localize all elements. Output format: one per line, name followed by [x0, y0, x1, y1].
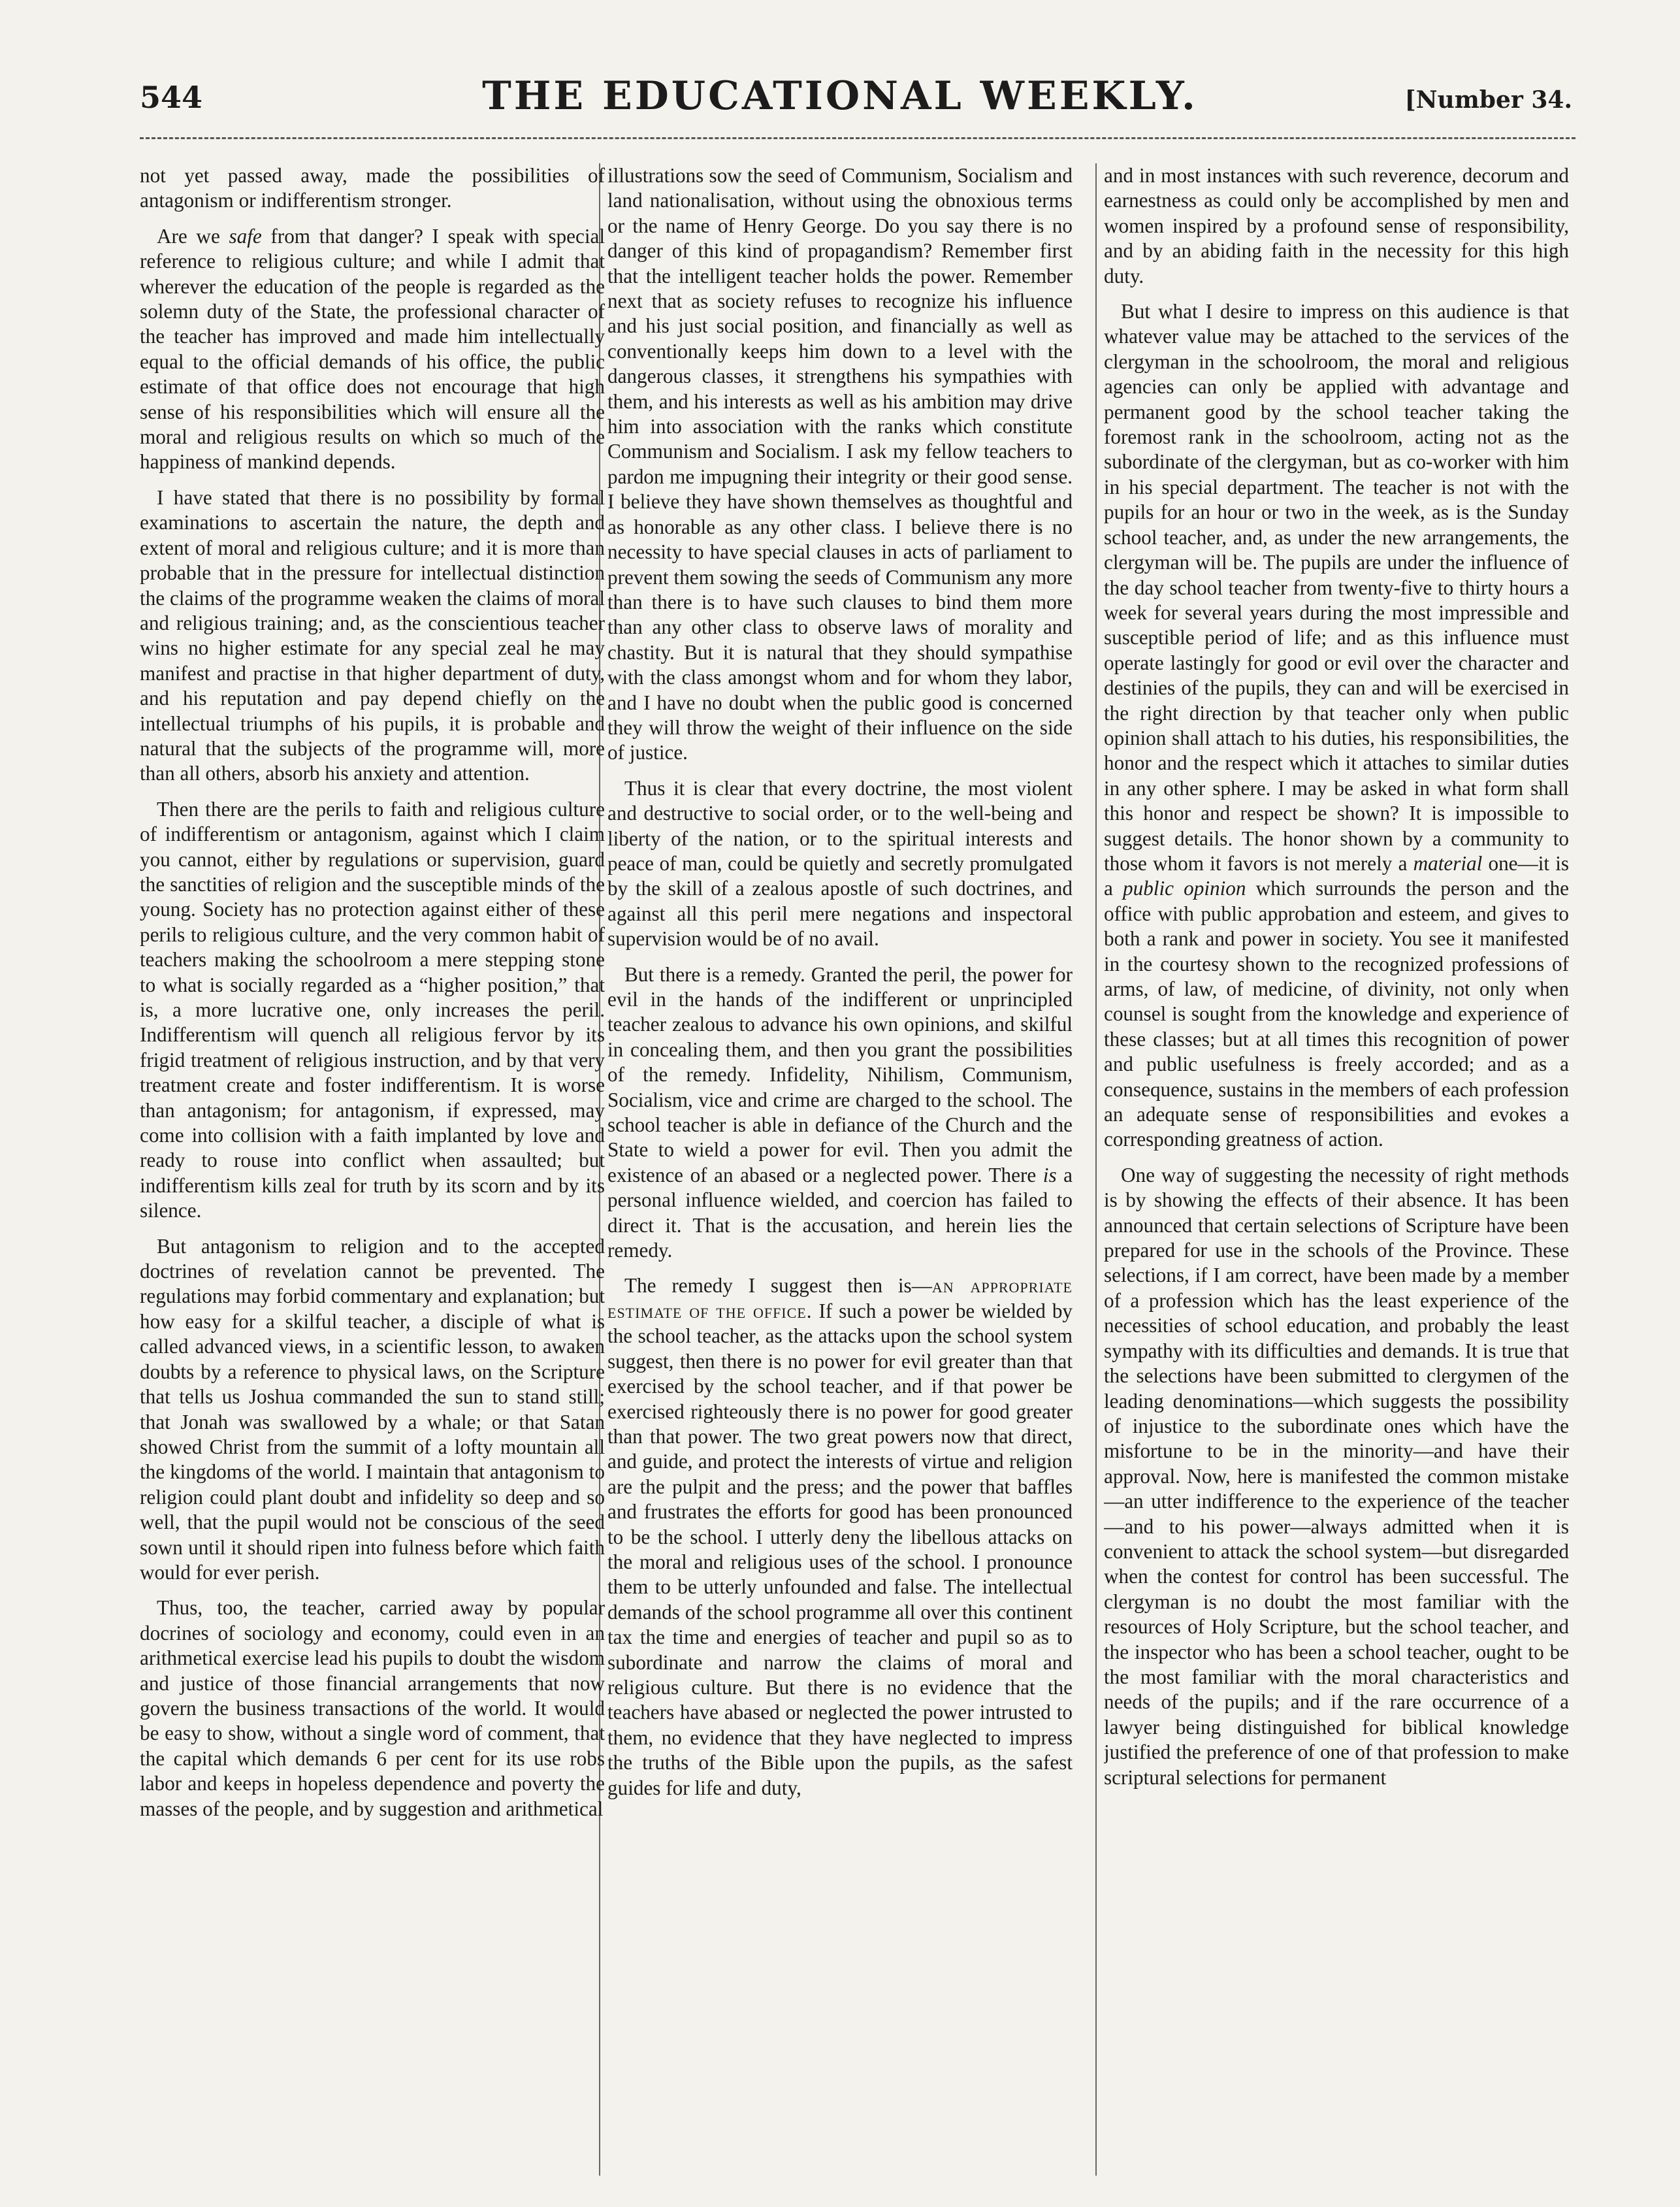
paragraph: illustrations sow the seed of Communism, Socialism and land nationalisation, without using the obnoxious terms or the name of Henry George. Do you say there is no danger of this kind of propagandism? Remember first that the intelligent teacher holds the power. Remember next that as society refuses to recognize his influence and his just social position, and financially as well as conventionally keeps him down to a level with the dangerous classes, it strengthens his sympathies with them, and his interests as well as his ambition may drive him into association with the ranks which constitute Communism and Socialism. I ask my fellow teachers to pardon me impugning their integrity or their good sense. I believe they have shown themselves as thoughtful and as honorable as any other class. I believe there is no necessity to have special clauses in acts of parliament to prevent them sowing the seeds of Communism any more than there is to have such clauses to bind them more than any other class to observe laws of morality and chastity. But it is natural that they should sympathise with the class amongst whom and for whom they labor, and I have no doubt when the public good is concerned they will throw the weight of their influence on the side of justice. — [607, 164, 1073, 764]
text-column-1 — [140, 163, 605, 2169]
paragraph: and in most instances with such reverence, decorum and earnestness as could only be accomplished by men and women inspired by a profound sense of responsibility, and by an abiding faith in the necessity for this high duty. — [1104, 164, 1569, 287]
text-column-2 — [607, 163, 1073, 2169]
issue-number: [Number 34. — [1404, 86, 1572, 114]
paragraph: One way of suggesting the necessity of right methods is by showing the effects of their absence. It has been announced that certain selections of Scripture have been prepared for use in the schools of the Province. These selections, if I am correct, have been made by a member of a profession which has the least experience of the necessities of school education, and probably the least sympathy with its difficulties and demands. It is true that the selections have been submitted to clergymen of the leading denominations—which suggests the possibility of injustice to the subordinate ones which have the misfortune to be in the minority—and have their approval. Now, here is manifested the common mistake—an utter indifference to the experience of the teacher—and to his power—always admitted when it is convenient to attack the school system—but disregarded when the contest for control has been successful. The clergyman is no doubt the most familiar with the resources of Holy Scripture, but the school teacher, and the inspector who has been a school teacher, ought to be the most familiar with the moral characteristics and needs of the pupils; and if the rare occurrence of a lawyer being distinguished for biblical knowledge justified the preference of one of that profession to make scriptural selections for permanent — [1104, 1163, 1569, 1789]
paragraph: Then there are the perils to faith and religious culture of indifferentism or antagonism, against which I claim you cannot, either by regulations or supervision, guard the sanctities of religion and the susceptible minds of the young. Society has no protection against either of these perils to religious culture, and the very common habit of teachers making the schoolroom a mere stepping stone to what is socially regarded as a “higher position,” that is, a more lucrative one, only increases the peril. Indifferentism will quench all religious fervor by its frigid treatment of religious instruction, and by that very treatment create and foster indifferentism. It is worse than antagonism; for antagonism, if expressed, may come into collision with a faith implanted by love and ready to rouse into conflict when assaulted; but indifferentism kills zeal for truth by its scorn and by its silence. — [140, 797, 605, 1222]
paragraph: not yet passed away, made the possibilities of antagonism or indifferentism stronger. — [140, 164, 605, 212]
column-divider — [1095, 163, 1097, 2176]
paragraph: Thus it is clear that every doctrine, the most violent and destructive to social order, or to the well-being and liberty of the nation, or to the spiritual interests and peace of man, could be quietly and secretly promulgated by the skill of a zealous apostle of such doctrines, and against all this peril mere negations and inspectoral supervision would be of no avail. — [607, 776, 1073, 951]
paragraph: But what I desire to impress on this audience is that whatever value may be attached to the services of the clergyman in the schoolroom, the moral and religious agencies can only be applied with advantage and permanent good by the school teacher taking the foremost rank in the schoolroom, acting not as the subordinate of the clergyman, but as co-worker with him in his special department. The teacher is not with the pupils for an hour or two in the week, as is the Sunday school teacher, and, as under the new arrangements, the clergyman will be. The pupils are under the influence of the day school teacher from twenty-five to thirty hours a week for several years during the most impressible and susceptible period of life; and as this influence must operate lastingly for good or evil over the character and destinies of the pupils, they can and will be exercised in the right direction by that teacher only when public opinion shall attach to his duties, his responsibilities, the honor and the respect which it attaches to similar duties in any other sphere. I may be asked in what form shall this honor and respect be shown? It is impossible to suggest details. The honor shown by a community to those whom it favors is not merely a material one—it is a public opinion which surrounds the person and the office with public approbation and esteem, and gives to both a rank and power in society. You see it manifested in the courtesy shown to the recognized professions of arms, of law, of medicine, of divinity, not only when counsel is sought from the knowledge and experience of these classes; but at all times this recognition of power and public usefulness is freely accorded; and as a consequence, sustains in the members of each profession an adequate sense of responsibilities and evokes a corresponding greatness of action. — [1104, 300, 1569, 1151]
publication-title: THE EDUCATIONAL WEEKLY. — [482, 73, 1198, 119]
text-column-3 — [1104, 163, 1569, 2169]
paragraph: Are we safe from that danger? I speak with special reference to religious culture; and while I admit that wherever the education of the people is regarded as the solemn duty of the State, the professional character of the teacher has improved and made him intellectually equal to the official demands of his office, the public estimate of that office does not encourage that high sense of his responsibilities which will ensure all the moral and religious results on which so much of the happiness of mankind depends. — [140, 224, 605, 474]
paragraph: But there is a remedy. Granted the peril, the power for evil in the hands of the indifferent or unprincipled teacher zealous to advance his own opinions, and skilful in concealing them, and then you grant the possibilities of the remedy. Infidelity, Nihilism, Communism, Socialism, vice and crime are charged to the school. The school teacher is able in defiance of the Church and the State to wield a power for evil. Then you admit the existence of an abased or a neglected power. There is a personal influence wielded, and coercion has failed to direct it. That is the accusation, and herein lies the remedy. — [607, 962, 1073, 1262]
paragraph: But antagonism to religion and to the accepted doctrines of revelation cannot be prevented. The regulations may forbid commentary and explanation; but how easy for a skilful teacher, a disciple of what is called advanced views, in a scientific lesson, to awaken doubts by a reference to physical laws, on the Scripture that tells us Joshua commanded the sun to stand still; that Jonah was swallowed by a whale; or that Satan showed Christ from the summit of a lofty mountain all the kingdoms of the world. I maintain that antagonism to religion could plant doubt and infidelity so deep and so well, that the pupil would not be conscious of the seed sown until it should ripen into fulness before which faith would for ever perish. — [140, 1234, 605, 1584]
paragraph: Thus, too, the teacher, carried away by popular docrines of sociology and economy, could even in an arithmetical exercise lead his pupils to doubt the wisdom and justice of those financial arrangements that now govern the business transactions of the world. It would be easy to show, without a single word of comment, that the capital which demands 6 per cent for its use robs labor and keeps in hopeless dependence and poverty the masses of the people, and by suggestion and arithmetical — [140, 1596, 605, 1820]
paragraph: The remedy I suggest then is—an appropriate estimate of the office. If such a power be wielded by the school teacher, as the attacks upon the school system suggest, then there is no power for evil greater than that exercised by the school teacher, and if that power be exercised righteously there is no power for good greater than that power. The two great powers now that direct, and guide, and protect the interests of virtue and religion are the pulpit and the press; and the power that baffles and frustrates the efforts for good has been pronounced to be the school. I utterly deny the libellous attacks on the moral and religious uses of the school. I pronounce them to be utterly unfounded and false. The intellectual demands of the school programme all over this continent tax the time and energies of teacher and pupil so as to subordinate and narrow the claims of moral and religious culture. But there is no evidence that the teachers have abased or neglected the power intrusted to them, no evidence that they have neglected to impress the truths of the Bible upon the pupils, as the safest guides for life and duty, — [607, 1274, 1073, 1799]
header-rule — [140, 137, 1575, 139]
page-number: 544 — [140, 80, 203, 115]
paragraph: I have stated that there is no possibility by formal examinations to ascertain the nature, the depth and extent of moral and religious culture; and it is more than probable that in the pressure for intellectual distinction the claims of the programme weaken the claims of moral and religious training; and, as the conscientious teacher wins no higher estimate for any special zeal he may manifest and practise in that higher department of duty, and his reputation and pay depend chiefly on the intellectual triumphs of his pupils, it is probable and natural that the subjects of the programme will, more than all others, absorb his anxiety and attention. — [140, 485, 605, 785]
